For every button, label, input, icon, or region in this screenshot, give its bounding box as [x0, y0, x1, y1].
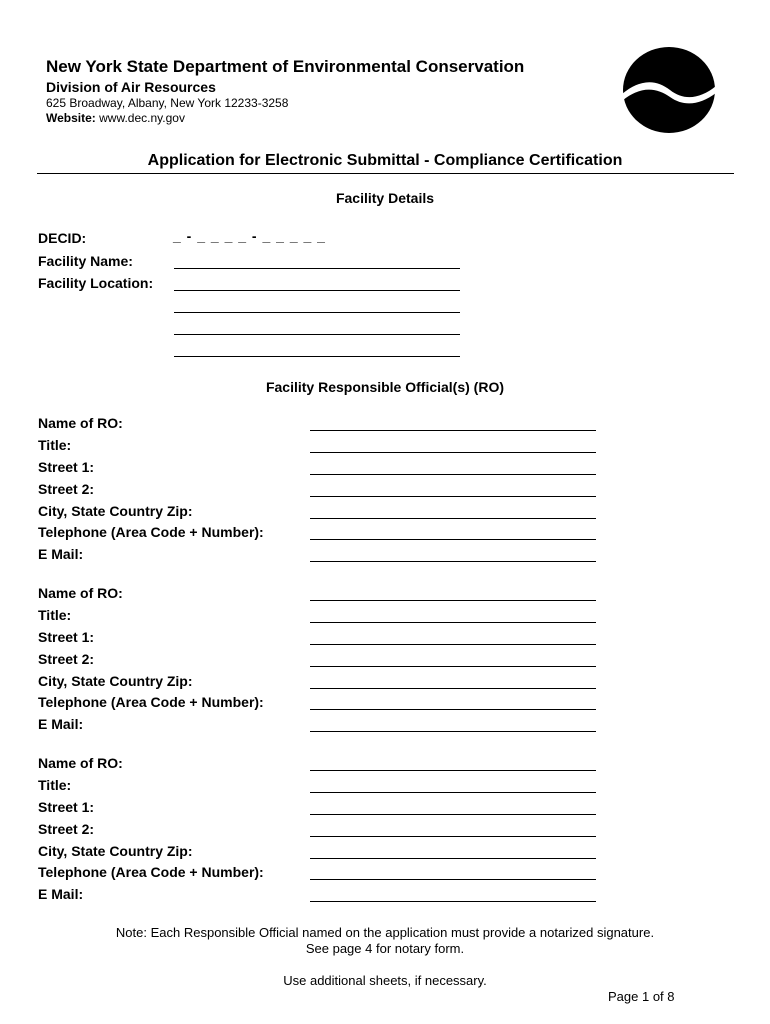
ro3-street1-label: Street 1:	[38, 799, 95, 815]
facility-location-field-1[interactable]	[174, 290, 460, 291]
page-title: Application for Electronic Submittal - Compliance Certification	[147, 152, 623, 169]
ro1-email-field[interactable]	[310, 561, 596, 562]
ro2-name-label: Name of RO:	[38, 585, 123, 601]
facility-location-label: Facility Location:	[38, 275, 154, 291]
additional-sheets-note: Use additional sheets, if necessary.	[283, 973, 487, 988]
ro2-city-field[interactable]	[310, 688, 596, 689]
ro3-email-field[interactable]	[310, 901, 596, 902]
dec-logo-icon	[622, 46, 716, 134]
ro2-title-label: Title:	[38, 607, 72, 623]
title-divider	[37, 173, 734, 174]
ro1-street1-label: Street 1:	[38, 459, 95, 475]
agency-address: 625 Broadway, Albany, New York 12233-3258	[46, 96, 289, 110]
decid-field[interactable]: _ - _ _ _ _ - _ _ _ _ _	[173, 228, 326, 244]
ro3-name-field[interactable]	[310, 770, 596, 771]
ro1-title-field[interactable]	[310, 452, 596, 453]
ro1-title-label: Title:	[38, 437, 72, 453]
division-name: Division of Air Resources	[46, 79, 216, 95]
ro1-name-field[interactable]	[310, 430, 596, 431]
ro3-email-label: E Mail:	[38, 886, 84, 902]
ro1-street2-field[interactable]	[310, 496, 596, 497]
facility-location-field-3[interactable]	[174, 334, 460, 335]
ro2-city-label: City, State Country Zip:	[38, 673, 193, 689]
facility-details-heading: Facility Details	[335, 190, 435, 206]
page-number: Page 1 of 8	[608, 989, 675, 1004]
ro1-name-label: Name of RO:	[38, 415, 123, 431]
ro1-city-label: City, State Country Zip:	[38, 503, 193, 519]
facility-name-field[interactable]	[174, 268, 460, 269]
ro2-street2-label: Street 2:	[38, 651, 95, 667]
ro2-email-label: E Mail:	[38, 716, 84, 732]
ro3-street2-field[interactable]	[310, 836, 596, 837]
ro2-title-field[interactable]	[310, 622, 596, 623]
agency-name: New York State Department of Environmental Conservation	[46, 57, 525, 76]
note-line-1: Note: Each Responsible Official named on the application must provide a notarized signature.	[115, 925, 655, 940]
ro3-street2-label: Street 2:	[38, 821, 95, 837]
ro2-name-field[interactable]	[310, 600, 596, 601]
website-value: www.dec.ny.gov	[99, 111, 185, 125]
ro2-telephone-field[interactable]	[310, 709, 596, 710]
note-line-2: See page 4 for notary form.	[305, 941, 465, 956]
facility-location-field-2[interactable]	[174, 312, 460, 313]
ro3-name-label: Name of RO:	[38, 755, 123, 771]
website-label: Website:	[46, 111, 96, 125]
ro3-telephone-label: Telephone (Area Code + Number):	[38, 864, 264, 880]
ro3-city-field[interactable]	[310, 858, 596, 859]
ro3-street1-field[interactable]	[310, 814, 596, 815]
ro1-street2-label: Street 2:	[38, 481, 95, 497]
facility-location-field-4[interactable]	[174, 356, 460, 357]
ro3-title-label: Title:	[38, 777, 72, 793]
ro1-city-field[interactable]	[310, 518, 596, 519]
ro1-telephone-label: Telephone (Area Code + Number):	[38, 524, 264, 540]
facility-name-label: Facility Name:	[38, 253, 133, 269]
ro1-email-label: E Mail:	[38, 546, 84, 562]
decid-label: DECID:	[38, 230, 87, 246]
ro2-street2-field[interactable]	[310, 666, 596, 667]
ro1-telephone-field[interactable]	[310, 539, 596, 540]
ro-heading: Facility Responsible Official(s) (RO)	[265, 379, 505, 395]
ro2-street1-label: Street 1:	[38, 629, 95, 645]
ro2-email-field[interactable]	[310, 731, 596, 732]
ro2-street1-field[interactable]	[310, 644, 596, 645]
ro2-telephone-label: Telephone (Area Code + Number):	[38, 694, 264, 710]
ro3-telephone-field[interactable]	[310, 879, 596, 880]
ro1-street1-field[interactable]	[310, 474, 596, 475]
ro3-city-label: City, State Country Zip:	[38, 843, 193, 859]
agency-website	[46, 111, 185, 125]
ro3-title-field[interactable]	[310, 792, 596, 793]
